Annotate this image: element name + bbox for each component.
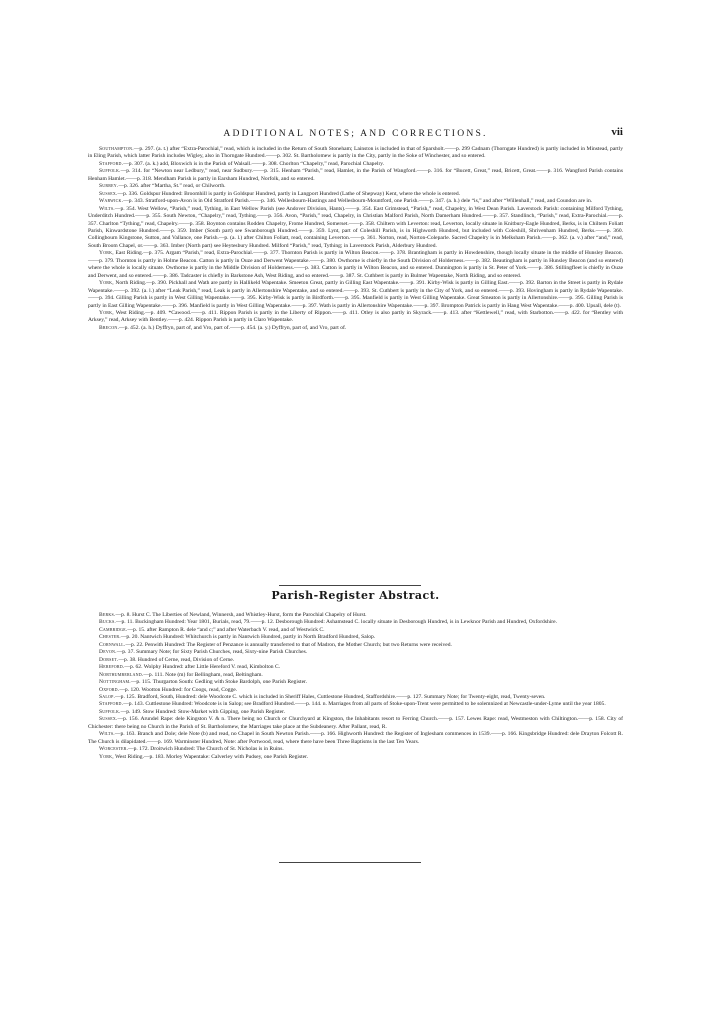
entry-text: —p. 343. Stratford-upon-Avon is in Old Stratford Parish.——p. 346. Wellesbourn-Hastings and Wellesbourn-Mountford, one Parish.——p. 347. (a. h.) dele “is,” and after “Willenhall,” read, and Coundon are in. [123, 198, 593, 205]
county-label: York, [99, 309, 114, 316]
entry-text: —p. 452. (a. h.) Dyffryn, part of, and Vro, part of.——p. 454. (a. y.) Dyffryn, part of, and Vro, part of. [119, 324, 347, 331]
county-label: Dorset. [99, 656, 119, 663]
register-entry [88, 746, 623, 753]
correction-entry [88, 198, 623, 205]
county-label: Wilts. [99, 731, 115, 738]
county-label: Devon. [99, 649, 117, 656]
register-entry [88, 716, 623, 731]
county-label: Sussex. [99, 190, 118, 197]
entry-text: —p. 143. Cuttlestone Hundred: Woodcote is in Salop; see Bradford Hundred.——p. 144. n. Marriages from all parts of Stoke-upon-Trent were permitted to be solemnized at Newcastle-under-Lyme until the year 1805. [123, 701, 606, 708]
entry-text: —p. 15. after Rampton R. dele “and c;” and after Waterbach V. read, and of Westwick C. [127, 626, 325, 633]
county-label: Oxford. [99, 686, 120, 693]
page-number: vii [611, 126, 623, 138]
entry-text: —p. 307. (a. k.) add, Bloxwich is in the Parish of Walsall.——p. 308. Chorlton “Chapelry,” read, Parochial Chapelry. [123, 160, 385, 167]
county-label: Bucks. [99, 619, 116, 626]
register-entry [88, 754, 623, 761]
section-title: Parish-Register Abstract. [271, 589, 440, 602]
county-label: Cornwall. [99, 641, 126, 648]
entry-text: —p. 336. Goldspur Hundred: Broomhill is partly in Goldspur Hundred, partly in Langport Hundred (Lathe of Shepway) Kent, where the whole is entered. [117, 190, 460, 197]
county-label: Cambridge. [99, 626, 128, 633]
register-entry [88, 649, 623, 656]
entry-text: —p. 11. Buckingham Hundred: Year 1801, Burials, read, 79.——p. 12. Desborough Hundred: Ashamstead C. locally situate in Desborough Hundred, is in Lewknor Parish and Hundred, Oxfordshire. [115, 619, 557, 626]
entry-text: —p. 149. Stow Hundred: Stow-Market with Gipping, one Parish Register. [120, 708, 286, 715]
county-label: Berks. [99, 612, 116, 618]
entry-text: —p. 8. Hurst C. The Liberties of Newland, Winnersh, and Whistley-Hurst, form the Parochial Chapelry of Hurst. [115, 612, 367, 618]
register-entry [88, 679, 623, 686]
correction-entry [88, 280, 623, 310]
county-label: Stafford. [99, 701, 124, 708]
entry-text: —p. 111. Note (m) for Bellingham, read, Beltingham. [143, 671, 263, 678]
county-label: Wilts. [99, 205, 115, 212]
entry-text: —p. 22. Penwith Hundred: The Register of Penzance is annually transferred to that of Madron, the Mother Church; but two Returns were received. [125, 641, 452, 648]
entry-text: —p. 314. for “Newton near Ledbury,” read, near Sudbury.——p. 315. Henham “Parish,” read, Hamlet, in the Parish of Wangford.——p. 316. for “Bucett, Great,” read, Bricett, Great.——p. 316. Wangford Parish contains Henham Hamlet.——p. 318. Mendham Parish is partly in Earsham Hundred, Norfolk, and so entered. [88, 168, 623, 182]
entry-text: —p. 120. Wootton Hundred: for Coogs, read, Cogge. [119, 686, 238, 693]
county-label: York, [99, 753, 114, 760]
correction-entry [88, 183, 623, 190]
entry-text: —p. 37. Summary Note; for Sixty Parish Churches, read, Sixty-nine Parish Churches. [116, 649, 308, 656]
register-entry [88, 664, 623, 671]
correction-entry [88, 206, 623, 251]
entry-text: —p. 115. Thurgarton South: Gedling with Stoke Bardolph, one Parish Register. [130, 679, 307, 686]
corrections-section [88, 146, 623, 332]
entry-text: —p. 354. West Wellow, “Parish,” read, Tything, in East Wellow Parish (see Andover Division, Hants).——p. 354. East Grimstead, “Parish,” read, Chapelry, in West Dean Parish. Laverstock Parish: containing Milford Tything, Underditch Hundred.——p. 355. South Newton, “Chapelry,” read, Tything.——p. 356. Avon, “Parish,” read, Chapelry, in Christian Malford Parish, North Damerham Hundred.——p. 357. Standlinch, “Parish,” read, Extra-Parochial.——p. 357. Charlton “Tything,” read, Chapelry.——p. 358. Boynton contains Rodden Chapelry, Frome Hundred, Somerset.——p. 358. Chiltern with Leverton: read, Leverton, locally situate in Knitbury-Eagle Hundred, Berks, is in Chiltern Foliatt Parish, Kinwardstone Hundred.——p. 359. Imber (South part) see Swanborough Hundred.——p. 359. Lynt, part of Coleshill Parish, is in Highworth Hundred, but included with Coleshill, Shrivenham Hundred, Berks.——p. 360. Collingbourn Kingstone, Sutton, and Vallance, one Parish.—p. (a. l.) after Chilton Foliatt, read, containing Leverton.——p. 361. Norton, read, Norton-Coleparle. Sacred Chapelry is in Melksham Parish.——p. 362. (a. v.) after “and,” read, South Broom Chapel, or.——p. 363. Imber (North part) see Heytesbury Hundred. Milford “Parish,” read, Tything; in Laverstock Parish, Alderbury Hundred. [88, 205, 623, 249]
county-label: Warwick. [99, 198, 124, 205]
entry-text: West Riding.—p. 409. *Cawood.——p. 411. Rippon Parish is partly in the Liberty of Rippon.——p. 411. Otley is also partly in Skyrack.——p. 413. after “Kettlewell,” read, with Starbotton.——p. 422. for “Bentley with Arksey,” read, Arksey with Bentley.——p. 424. Rippon Parish is partly in Claro Wapentake. [88, 309, 623, 324]
county-label: York, [99, 280, 114, 287]
correction-entry [88, 168, 623, 183]
running-title: ADDITIONAL NOTES; AND CORRECTIONS. [223, 128, 488, 139]
entry-text: West Riding.—p. 183. Morley Wapentake: Calverley with Pudsey, one Parish Register. [115, 753, 309, 760]
county-label: Nottingham. [99, 679, 131, 686]
entry-text: —p. 20. Nantwich Hundred: Whitchurch is partly in Nantwich Hundred, partly in North Bradford Hundred, Salop. [120, 634, 376, 641]
entry-text: —p. 297. (a. t.) after “Extra-Parochial,” read, which is included in the Return of South Stoneham; Lainston is included in that of Sparsholt.——p. 299 Cadnam (Thorngate Hundred) is partly included in Minstead, partly in Eling Parish, which latter Parish includes Wigley, also in Thorngate Hundred.——p. 302. St. Bartholomew is partly in the City, partly in the Soke of Winchester, and so entered. [88, 146, 623, 160]
entry-text: East Riding.—p. 375. Argam “Parish,” read, Extra-Parochial.——p. 377. Thornton Parish is partly in Wilton Beacon.——p. 378. Brantingham is partly in Howdenshire, though locally situate in the middle of Hunsley Beacon.——p. 379. Thornton is partly in Holme Beacon. Catton is partly in Ouze and Derwent Wapentake.——p. 380. Owthorne is chiefly in the South Division of Holderness.——p. 382. Beautingham is partly in Hunsley Beacon (and so entered) where the whole is locally situate. Owthorne is partly in the Middle Division of Holderness.——p. 383. Catton is partly in Wilton Beacon, and so entered. Dunnington is partly in St. Peter of York.——p. 386. Stillingfleet is chiefly in Ouze and Derwent, and so entered.——p. 386. Tadcaster is chiefly in Barkstone Ash, West Riding, and so entered.——p. 387. St. Cuthbert is partly in Bulmer Wapentake, North Riding, and so entered. [88, 250, 623, 279]
county-label: Salop. [99, 693, 116, 700]
correction-entry [88, 250, 623, 280]
register-entry [88, 672, 623, 679]
entry-text: North Riding.—p. 390. Pickhall and Wath are partly in Hallikeld Wapentake. Smeeton Great, partly in Gilling East Wapentake.——p. 391. Kirby-Wisk is partly in Gilling East.——p. 392. Barton in the Street is partly in Rydale Wapentake.——p. 392. (a. l.) after “Leak Parish,” read, Leak is partly in Allertonshire Wapentake, and so entered.——p. 393. St. Cuthbert is partly in the City of York, and so entered.——p. 393. Hovingham is partly in Rydale Wapentake.——p. 394. Gilling Parish is partly in West Gilling Wapentake.——p. 395. Kirby-Wisk is partly in Birdforth.——p. 395. Manfield is partly in West Gilling Wapentake. Great Smeaton is partly in Allertonshire.——p. 395. Gilling Parish is partly in East Gilling Wapentake.——p. 396. Manfield is partly in West Gilling Wapentake.——p. 397. Wath is partly in Allertonshire Wapentake.——p. 397. Brompton Patrick is partly in Hang West Wapentake.——p. 400. Upsall, dele (t). [88, 280, 623, 309]
correction-entry [88, 325, 623, 332]
register-entry [88, 731, 623, 746]
register-entry [88, 687, 623, 694]
entry-text: —p. 326. after “Martha, St.” read, or Chilworth. [118, 183, 226, 190]
county-label: Southampton. [99, 146, 134, 152]
section-divider [279, 585, 421, 586]
page-header [88, 128, 623, 144]
county-label: Chester. [99, 634, 121, 641]
county-label: Worcester. [99, 746, 129, 753]
entry-text: —p. 172. Droitwich Hundred: The Church of St. Nicholas is in Ruins. [128, 746, 284, 753]
correction-entry [88, 310, 623, 325]
entry-text: —p. 156. Arundel Rape: dele Kingston V. & n. There being no Church or Churchyard at Kingston, the Inhabitants resort to Ferring Church.——p. 157. Lewes Rape: read, Westmeston with Chiltington.——p. 158. City of Chichester: there being no Church in the Parish of St. Bartholomew, the Marriages take place at the Subdeanery. After Pallant, read, R. [88, 716, 623, 730]
entry-text: —p. 125. Bradford, South, Hundred: dele Woodcote C. which is included in Sheriff Hales, Cuttlestone Hundred, Staffordshire.——p. 127. Summary Note; for Twenty-eight, read, Twenty-seven. [115, 693, 546, 700]
county-label: Stafford. [99, 160, 124, 167]
entry-text: —p. 163. Branch and Dole; dele Note (b) and read, no Chapel in South Newton Parish.——p. 166. Highworth Hundred: the Register of Inglesham commences in 1539.——p. 166. Kingsbridge Hundred: dele Drayton Folcott R. The Church is dilapidated.——p. 169. Warminster Hundred, Note: after Portwood, read, where there have been Three Baptisms in the last Ten Years. [88, 731, 623, 745]
county-label: Surrey. [99, 183, 119, 190]
county-label: Sussex. [99, 716, 118, 723]
entry-text: —p. 62. Wolphy Hundred: after Little Hereford V. read, Kimbolton C. [124, 664, 281, 671]
county-label: Hereford. [99, 664, 125, 671]
county-label: York, [99, 250, 114, 257]
register-entry [88, 634, 623, 641]
county-label: Suffolk. [99, 168, 121, 175]
register-entry [88, 701, 623, 708]
correction-entry [88, 146, 623, 161]
register-section [88, 612, 623, 761]
entry-text: —p. 38. Hundred of Cerne, read, Division of Cerne. [118, 656, 235, 663]
county-label: Northumberland. [99, 671, 144, 678]
register-entry [88, 619, 623, 626]
closing-rule [279, 862, 421, 863]
county-label: Suffolk. [99, 708, 121, 715]
county-label: Brecon. [99, 324, 120, 331]
